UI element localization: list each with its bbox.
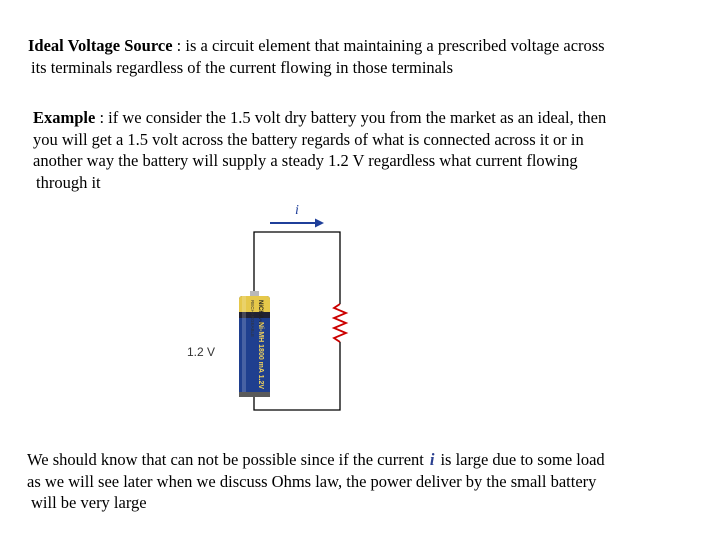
battery-icon (239, 291, 270, 397)
battery-band-text: RECHARGEABLE (250, 300, 255, 338)
battery-body-text: Ni-MH 1800 mA 1.2V (257, 322, 264, 390)
example-line-3: another way the battery will supply a steady 1.2 V regardless what current flowing (33, 151, 578, 170)
definition-text: : is a circuit element that maintaining a prescribed voltage across (176, 36, 605, 55)
conclusion-line-2: as we will see later when we discuss Ohms law, the power deliver by the small battery (27, 471, 597, 491)
example-text: : if we consider the 1.5 volt dry battery you from the market as an ideal, then (99, 108, 607, 127)
example-line-4: through it (36, 172, 101, 192)
definition-line-2: its terminals regardless of the current flowing in those terminals (31, 57, 454, 77)
example-term: Example (33, 108, 96, 127)
example-line-2: you will get a 1.5 volt across the battery regards of what is connected across it or in (33, 129, 584, 149)
conclusion-paragraph (27, 449, 605, 514)
conclusion-text-before: We should know that can not be possible since if the current (27, 450, 424, 469)
current-arrow (270, 219, 324, 228)
definition-term: Ideal Voltage Source (28, 36, 173, 55)
conclusion-line-1 (27, 449, 605, 471)
resistor-zigzag (334, 304, 346, 342)
current-symbol: i (429, 450, 435, 469)
voltage-label: 1.2 V (187, 345, 216, 359)
conclusion-line-3: will be very large (31, 493, 147, 512)
battery-top-text: NiCHA-A (257, 300, 263, 326)
current-label: i (295, 203, 299, 218)
conclusion-text-after: is large due to some load (440, 450, 605, 469)
